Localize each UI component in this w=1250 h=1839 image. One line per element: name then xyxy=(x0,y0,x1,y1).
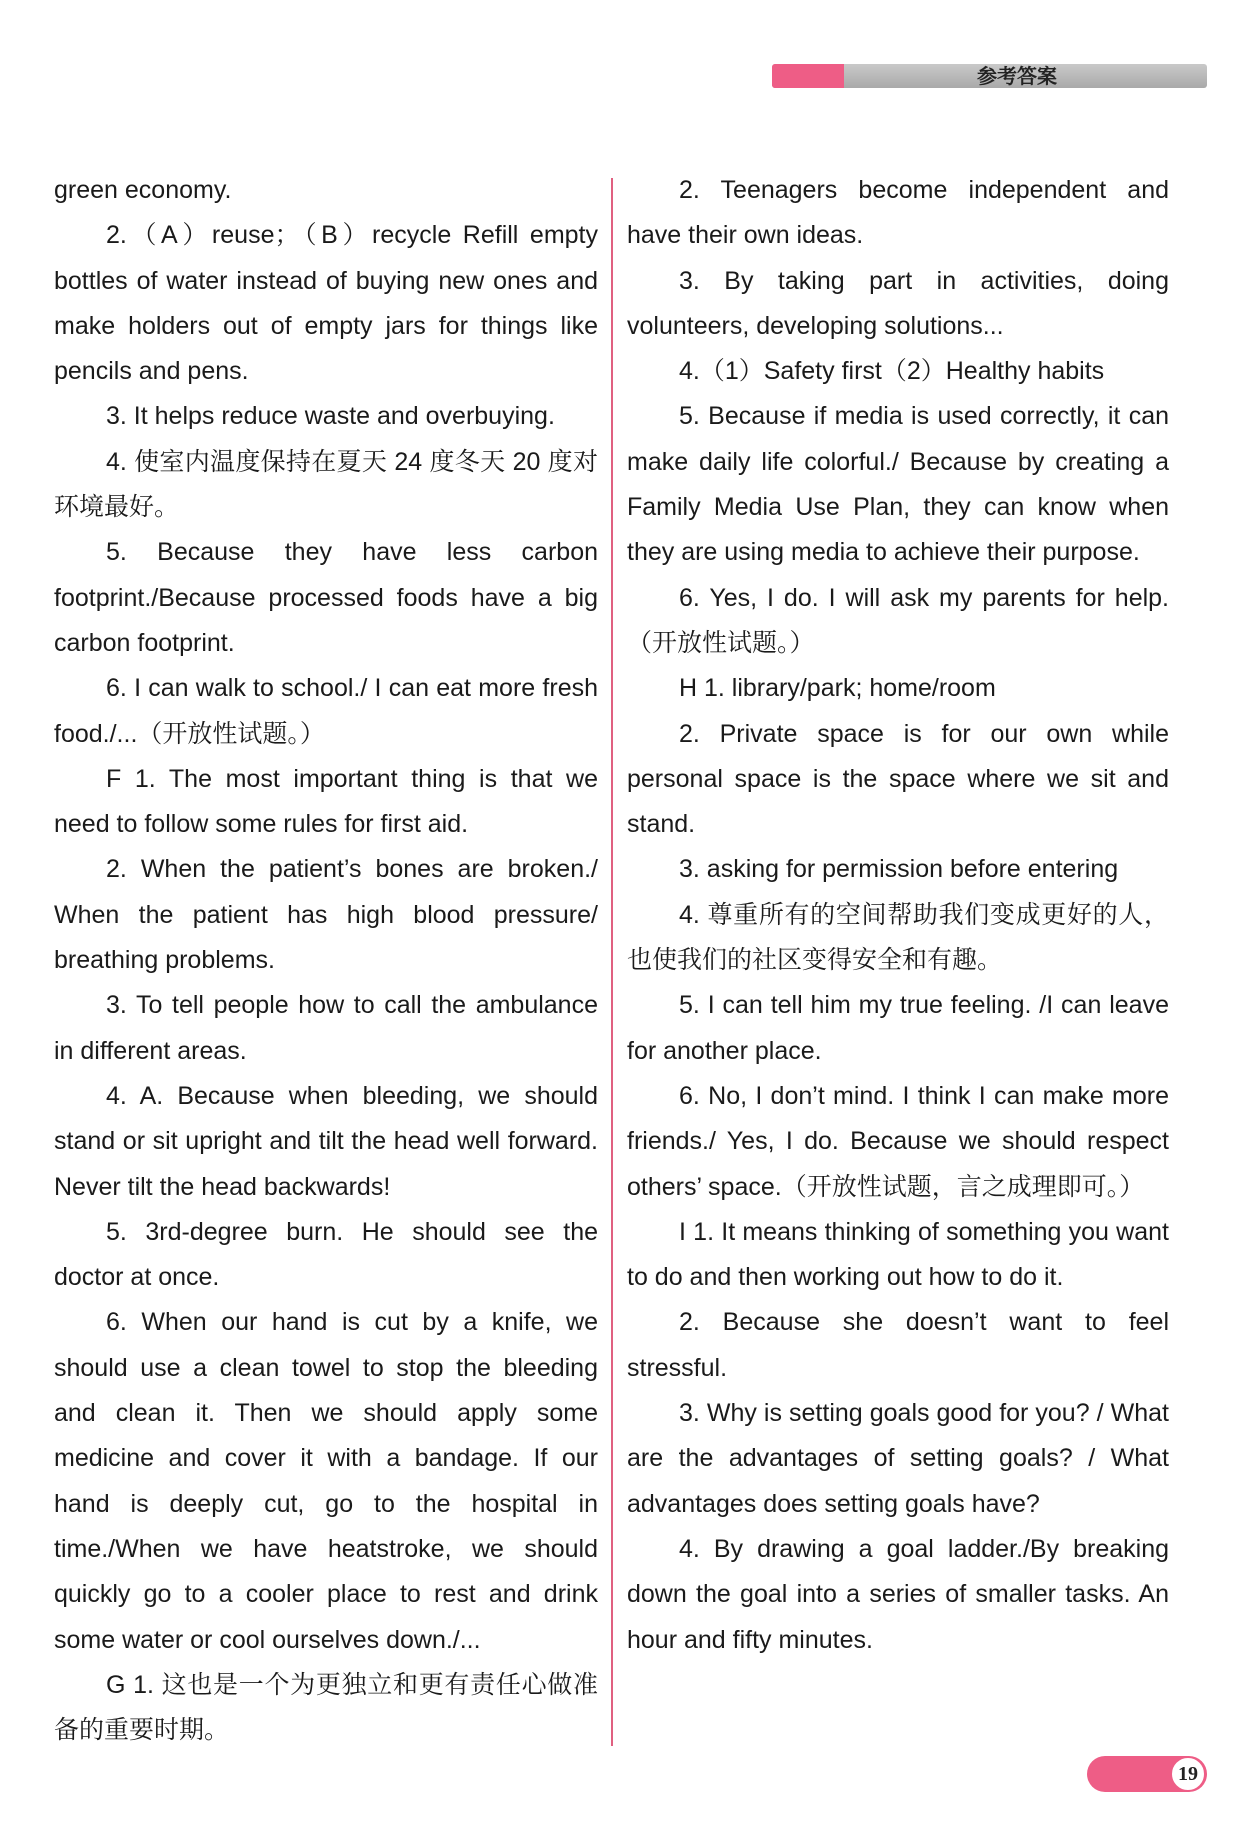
answer-paragraph: 5. Because they have less carbon footprint./Because processed foods have a big carbon footprint. xyxy=(54,538,598,657)
answer-paragraph: 2. When the patient’s bones are broken./ When the patient has high blood pressure/ breathing problems. xyxy=(54,855,598,975)
header-bar xyxy=(772,64,1207,88)
answer-paragraph: 6. I can walk to school./ I can eat more fresh food./...（开放性试题。） xyxy=(54,674,598,748)
answer-paragraph: 2.（A）reuse；（B）recycle Refill empty bottles of water instead of buying new ones and make holders out of empty jars for things like pencils and pens. xyxy=(54,221,598,386)
answer-paragraph: 3. asking for permission before entering xyxy=(679,855,1119,884)
answer-paragraph: 4.（1）Safety first（2）Healthy habits xyxy=(679,357,1105,386)
answer-paragraph: F 1. The most important thing is that we need to follow some rules for first aid. xyxy=(54,764,598,839)
answer-paragraph: 3. To tell people how to call the ambulance in different areas. xyxy=(54,991,598,1065)
answer-paragraph: 4. 使室内温度保持在夏天 24 度冬天 20 度对环境最好。 xyxy=(54,447,598,522)
answer-paragraph: 3. It helps reduce waste and overbuying. xyxy=(106,402,555,431)
answer-paragraph: 4. By drawing a goal ladder./By breaking down the goal into a series of smaller tasks. An hour and fifty minutes. xyxy=(627,1534,1169,1654)
answer-paragraph: 2. Teenagers become independent and have their own ideas. xyxy=(627,176,1169,250)
left-column xyxy=(54,168,598,1753)
answer-paragraph: 2. Private space is for our own while personal space is the space where we sit and stand. xyxy=(627,719,1169,839)
answer-paragraph: 6. No, I don’t mind. I think I can make more friends./ Yes, I do. Because we should respect others’ space.（开放性试题，言之成理即可。） xyxy=(627,1081,1169,1201)
right-column xyxy=(627,168,1169,1663)
answer-paragraph: 5. I can tell him my true feeling. /I can leave for another place. xyxy=(627,991,1169,1065)
answer-paragraph: 6. Yes, I do. I will ask my parents for help.（开放性试题。） xyxy=(627,583,1169,657)
answer-paragraph: 3. Why is setting goals good for you? / What are the advantages of setting goals? / What advantages does setting goals have? xyxy=(627,1399,1169,1518)
answer-paragraph: I 1. It means thinking of something you want to do and then working out how to do it. xyxy=(627,1217,1169,1292)
column-divider xyxy=(611,178,613,1746)
answer-paragraph: G 1. 这也是一个为更独立和更有责任心做准备的重要时期。 xyxy=(54,1670,598,1745)
header-label: 参考答案 xyxy=(977,64,1057,88)
header-accent xyxy=(772,64,844,88)
answer-paragraph: 5. 3rd-degree burn. He should see the doctor at once. xyxy=(54,1217,598,1292)
answer-paragraph: green economy. xyxy=(54,176,232,204)
answer-paragraph: H 1. library/park; home/room xyxy=(679,674,996,703)
answer-paragraph: 4. 尊重所有的空间帮助我们变成更好的人，也使我们的社区变得安全和有趣。 xyxy=(627,900,1169,975)
page-number: 19 xyxy=(1178,1763,1198,1785)
answer-paragraph: 6. When our hand is cut by a knife, we should use a clean towel to stop the bleeding and clean it. Then we should apply some medicine and cover it with a bandage. If our hand is deeply cut, go to the hospital in time./When we have heatstroke, we should quickly go to a cooler place to rest and drink some water or cool ourselves down./... xyxy=(54,1308,598,1654)
page-number-badge xyxy=(1087,1756,1207,1792)
answer-paragraph: 2. Because she doesn’t want to feel stressful. xyxy=(627,1308,1169,1382)
answer-paragraph: 4. A. Because when bleeding, we should stand or sit upright and tilt the head well forward. Never tilt the head backwards! xyxy=(54,1081,598,1201)
answer-paragraph: 5. Because if media is used correctly, it can make daily life colorful./ Because by creating a Family Media Use Plan, they can know when they are using media to achieve their purpose. xyxy=(627,402,1169,567)
answer-paragraph: 3. By taking part in activities, doing volunteers, developing solutions... xyxy=(627,266,1169,340)
